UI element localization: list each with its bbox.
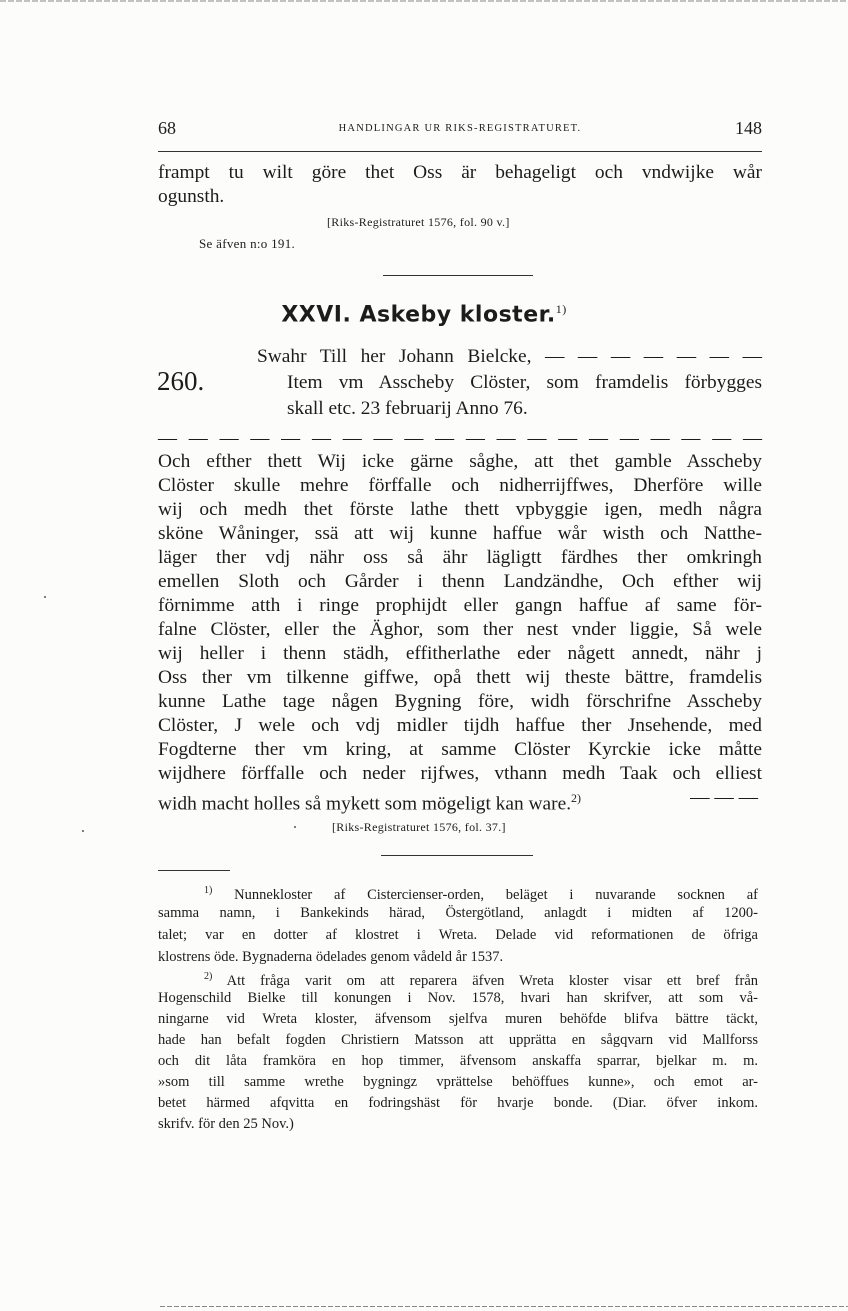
running-header — [158, 118, 762, 140]
footnote-2-line-2: Hogenschild Bielke till konungen i Nov. 1578, hvari han skrifver, att som vå- — [158, 990, 758, 1006]
body-line-13: Fogdterne ther vm kring, at samme Clöster Kyrckie icke måtte — [158, 739, 762, 760]
body-line-12: Clöster, J wele och vdj midler tijdh haffue ther Jnsehende, med — [158, 715, 762, 736]
page-number-right: 148 — [735, 118, 762, 138]
body-line-7: förnimme atth i ringe prophijdt eller gangn haffue af same för- — [158, 595, 762, 616]
section-heading — [0, 302, 848, 327]
intro-line-1: Swahr Till her Johann Bielcke, — — — — — — — — [257, 346, 762, 367]
top-edge-rule — [0, 0, 848, 2]
text-line-top-1: frampt tu wilt göre thet Oss är behageligt och vndwijke wår — [158, 162, 762, 183]
separator-2 — [381, 855, 533, 856]
separator-1 — [383, 275, 533, 276]
footnote-1-text-1: Nunnekloster af Cistercienser-orden, beläget i nuvarande socknen af — [234, 886, 758, 903]
footnote-2-line-6: »som till samme wrethe bygningz vprättelse behöffues kunne», och emot ar- — [158, 1074, 758, 1090]
intro-line-3: skall etc. 23 februarij Anno 76. — [287, 398, 528, 419]
text-line-top-2: ogunsth. — [158, 186, 225, 207]
footnote-2-mark: 2) — [204, 971, 213, 982]
footnote-2-line-8: skrifv. för den 25 Nov.) — [158, 1116, 294, 1132]
footnote-2-line-4: hade han befalt fogden Christiern Matsson att upprätta en sågqvarn vid Mallforss — [158, 1032, 758, 1048]
footnote-1-line-1 — [204, 882, 758, 904]
body-line-14: wijdhere förffalle och neder rijfwes, vthann medh Taak och elliest — [158, 763, 762, 784]
body-footnote-mark: 2) — [571, 791, 582, 805]
header-rule — [158, 151, 762, 152]
page-number-left: 68 — [158, 118, 176, 138]
body-line-11: kunne Lathe tage någen Bygning före, widh förschrifne Asscheby — [158, 691, 762, 712]
body-line-3: wij och medh thet förste lathe thett vpbyggie igen, medh några — [158, 499, 762, 520]
body-line-8: falne Clöster, eller the Äghor, som ther nest vnder liggie, Så wele — [158, 619, 762, 640]
scan-speck — [294, 826, 296, 828]
body-line-1: Och efther thett Wij icke gärne såghe, att thet gamble Asscheby — [158, 451, 762, 472]
footnote-2-line-7: betet härmed afqvitta en fodringshäst för hvarje bonde. (Diar. öfver inkom. — [158, 1095, 758, 1111]
intro-line-2: Item vm Asscheby Clöster, som framdelis förbygges — [287, 372, 762, 393]
document-number: 260. — [157, 366, 205, 396]
body-line-9: wij heller i thenn städh, effitherlathe eder någett annedt, nähr j — [158, 643, 762, 664]
body-last-text: widh macht holles så mykett som mögeligt kan ware. — [158, 793, 572, 815]
citation-body: [Riks-Registraturet 1576, fol. 37.] — [332, 820, 506, 834]
body-line-last — [158, 786, 762, 816]
footnote-2-line-3: ningarne vid Wreta kloster, äfvensom sjelfva muren behöfde blifva bättre täckt, — [158, 1011, 758, 1027]
footnote-1-mark: 1) — [204, 885, 213, 896]
body-last-dashes: — — — — [690, 787, 758, 808]
see-also: Se äfven n:o 191. — [199, 236, 296, 251]
body-line-2: Clöster skulle mehre förffalle och nidherrijffwes, Dherföre wille — [158, 475, 762, 496]
footnote-2-text-1: Att fråga varit om att reparera äfven Wreta kloster visar ett bref från — [226, 972, 759, 989]
footnote-1-line-4: klostrens öde. Bygnaderna ödelades genom vådeld år 1537. — [158, 949, 504, 965]
scan-speck — [82, 830, 84, 832]
footnote-2-line-5: och dit låta framköra en hop timmer, äfvensom anskaffa sparrar, bjelkar m. m. — [158, 1053, 758, 1069]
body-line-10: Oss ther vm tilkenne giffwe, opå thett wij theste bättre, framdelis — [158, 667, 762, 688]
footnote-2-line-1 — [204, 968, 758, 990]
citation-top: [Riks-Registraturet 1576, fol. 90 v.] — [327, 215, 510, 229]
scan-speck — [44, 596, 46, 598]
section-heading-text: XXVI. Askeby kloster. — [281, 302, 556, 328]
body-line-5: läger ther vdj nähr oss så ähr lägligtt färdhes ther omkringh — [158, 547, 762, 568]
footnote-rule — [158, 870, 230, 871]
dash-row: — — — — — — — — — — — — — — — — — — — — — [158, 428, 762, 449]
footnote-1-line-3: talet; var en dotter af klostret i Wreta. Delade vid reformationen de öfriga — [158, 927, 758, 943]
body-line-6: emellen Sloth och Gårder i thenn Landzändhe, Och efther wij — [158, 571, 762, 592]
header-title: HANDLINGAR UR RIKS-REGISTRATURET. — [338, 123, 582, 134]
footnote-1-line-2: samma namn, i Bankekinds härad, Östergötland, anlagdt i midten af 1200- — [158, 905, 758, 921]
bottom-edge-rule — [160, 1306, 848, 1307]
body-line-4: sköne Wåninger, ssä att wij kunne haffue wår wisth och Natthe- — [158, 523, 762, 544]
heading-footnote-mark: 1) — [555, 302, 567, 316]
